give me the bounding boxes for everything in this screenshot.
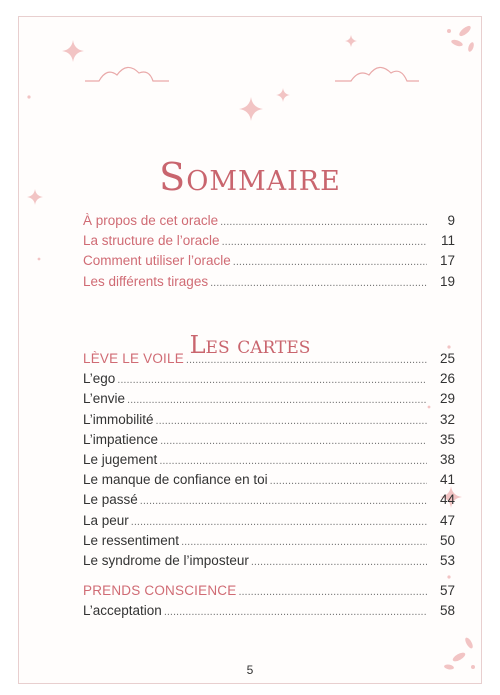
toc-entry-label: Comment utiliser l’oracle	[83, 253, 231, 269]
toc-entry-label: Le ressentiment	[83, 532, 180, 548]
toc-entry-page: 9	[447, 213, 455, 228]
dot-leader	[251, 556, 427, 568]
toc-entry[interactable]	[83, 432, 455, 452]
toc-entry-label: Le manque de confiance en toi	[83, 472, 268, 488]
toc-entry-page: 11	[440, 233, 455, 249]
toc-entry-page: 29	[439, 391, 455, 407]
page-title: Sommaire	[159, 155, 341, 199]
toc-entry-page: 35	[439, 431, 455, 447]
toc-entry-page: 47	[439, 512, 455, 528]
toc-entry-label: L’acceptation	[83, 603, 162, 619]
dot-leader	[222, 236, 427, 248]
sparkle-icon	[345, 35, 357, 47]
dot-leader	[159, 455, 427, 467]
sparkle-icon	[62, 40, 84, 62]
toc-entry[interactable]	[83, 253, 455, 273]
toc-entry[interactable]	[83, 533, 455, 553]
toc-entry-page: 41	[439, 472, 455, 488]
toc-entry-label: Le syndrome de l’imposteur	[83, 552, 249, 568]
toc-entry[interactable]	[83, 233, 455, 253]
toc-entry[interactable]	[83, 452, 455, 472]
intro-toc	[83, 213, 455, 294]
toc-entry[interactable]	[83, 412, 455, 432]
toc-entry[interactable]	[83, 603, 455, 623]
toc-entry-label: La peur	[83, 512, 129, 528]
page-frame	[18, 16, 482, 684]
toc-entry-page: 58	[439, 603, 455, 619]
dot-leader	[238, 586, 427, 598]
dot-leader	[270, 475, 427, 487]
toc-entry-label: À propos de cet oracle	[83, 213, 219, 228]
toc-entry[interactable]	[83, 472, 455, 492]
toc-entry-page: 50	[439, 532, 455, 548]
dot-leader	[156, 415, 427, 427]
sparkle-icon	[276, 88, 290, 102]
toc-entry-page: 19	[439, 273, 455, 289]
dot-leader	[160, 435, 427, 447]
toc-entry[interactable]	[83, 492, 455, 512]
toc-entry-label: Le jugement	[83, 451, 158, 467]
toc-entry-label: La structure de l’oracle	[83, 233, 220, 249]
dot-leader	[117, 374, 427, 386]
toc-entry-page: 32	[439, 411, 455, 427]
toc-entry-label: Les différents tirages	[83, 273, 209, 289]
toc-entry-label: L’impatience	[83, 431, 159, 447]
dot-leader	[127, 394, 427, 406]
toc-entry[interactable]	[83, 213, 455, 233]
toc-entry-label: L’envie	[83, 391, 126, 407]
toc-entry-page: 26	[439, 371, 455, 387]
toc-entry[interactable]	[83, 553, 455, 573]
dot-leader	[233, 256, 427, 268]
toc-entry[interactable]	[83, 513, 455, 533]
dot-leader	[164, 606, 427, 618]
toc-entry-page: 17	[439, 253, 455, 269]
toc-entry[interactable]	[83, 391, 455, 411]
toc-entry-page: 53	[439, 552, 455, 568]
leaf-ornament-icon	[447, 24, 475, 52]
cloud-icon	[335, 67, 419, 81]
dot-leader	[131, 516, 427, 528]
toc-entry-page: 38	[439, 451, 455, 467]
sparkle-icon	[239, 97, 263, 121]
toc-section-heading[interactable]	[83, 351, 455, 371]
cloud-icon	[85, 67, 169, 81]
cards-toc	[83, 351, 455, 623]
dot-leader	[140, 495, 427, 507]
cards-heading: Les cartes	[189, 331, 311, 359]
toc-entry-label: L’ego	[83, 371, 116, 387]
toc-entry[interactable]	[83, 274, 455, 294]
toc-entry-label: LÈVE LE VOILE	[83, 351, 184, 366]
dot-leader	[186, 354, 427, 366]
toc-entry-page: 57	[439, 583, 455, 599]
toc-entry-label: PRENDS CONSCIENCE	[83, 583, 237, 599]
dot-leader	[210, 277, 427, 289]
page-number: 5	[246, 663, 254, 677]
toc-entry[interactable]	[83, 371, 455, 391]
toc-entry-page: 44	[439, 492, 455, 508]
toc-section-heading[interactable]	[83, 583, 455, 603]
dot-leader	[220, 216, 427, 228]
dot-leader	[181, 536, 427, 548]
toc-entry-label: Le passé	[83, 492, 138, 508]
toc-entry-page: 25	[439, 351, 455, 366]
toc-entry-label: L’immobilité	[83, 411, 154, 427]
